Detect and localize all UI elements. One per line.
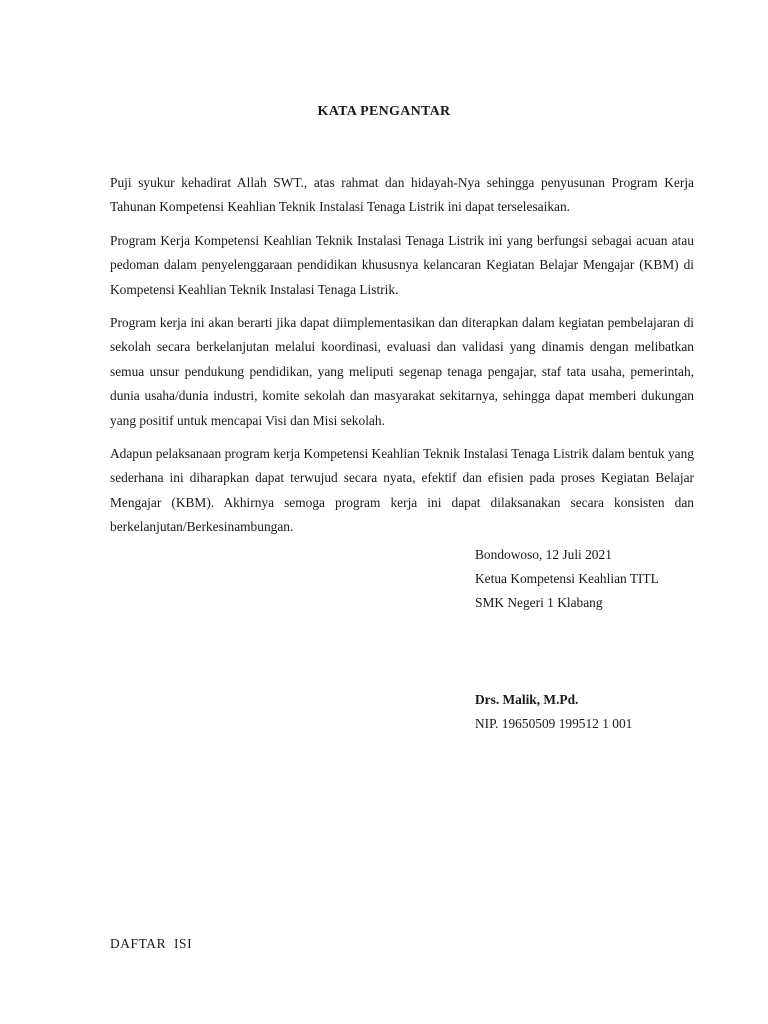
table-of-contents-heading: DAFTAR ISI	[110, 936, 193, 951]
signatory-name: Drs. Malik, M.Pd.	[475, 692, 579, 707]
paragraph-1: Puji syukur kehadirat Allah SWT., atas rahmat dan hidayah-Nya sehingga penyusunan Program Kerja Tahunan Kompetensi Keahlian Teknik Instalasi Tenaga Listrik ini dapat terselesaikan.	[110, 175, 694, 215]
paragraph-3: Program kerja ini akan berarti jika dapat diimplementasikan dan diterapkan dalam kegiatan pembelajaran di sekolah secara berkelanjutan melalui koordinasi, evaluasi dan validasi yang dinamis dengan melibatkan semua unsur pendukung pendidikan, yang meliputi segenap tenaga pengajar, staf tata usaha, pemerintah, dunia usaha/dunia industri, komite sekolah dan masyarakat sekitarnya, sehingga dapat memberi dukungan yang positif untuk mencapai Visi dan Misi sekolah.	[110, 315, 694, 428]
signatory-nip: NIP. 19650509 199512 1 001	[475, 716, 633, 731]
paragraph-4: Adapun pelaksanaan program kerja Kompetensi Keahlian Teknik Instalasi Tenaga Listrik dalam bentuk yang sederhana ini diharapkan dapat terwujud secara nyata, efektif dan efisien pada proses Kegiatan Belajar Mengajar (KBM). Akhirnya semoga program kerja ini dapat dilaksanakan secara konsisten dan berkelanjutan/Berkesinambungan.	[110, 446, 694, 535]
foreword-body	[110, 171, 694, 549]
signature-institution: SMK Negeri 1 Klabang	[475, 595, 603, 610]
page-title: KATA PENGANTAR	[317, 104, 451, 119]
paragraph-2: Program Kerja Kompetensi Keahlian Teknik Instalasi Tenaga Listrik ini yang berfungsi sebagai acuan atau pedoman dalam penyelenggaraan pendidikan khususnya kelancaran Kegiatan Belajar Mengajar (KBM) di Kompetensi Keahlian Teknik Instalasi Tenaga Listrik.	[110, 232, 694, 297]
signature-place-date: Bondowoso, 12 Juli 2021	[475, 547, 612, 562]
signature-position: Ketua Kompetensi Keahlian TITL	[475, 571, 659, 586]
signature-space	[475, 615, 735, 688]
signature-block	[475, 543, 735, 736]
